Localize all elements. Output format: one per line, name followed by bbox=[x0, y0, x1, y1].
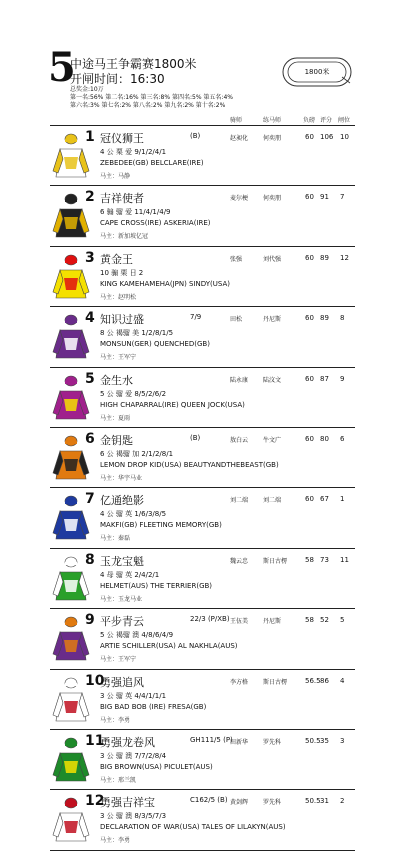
jockey-name: 麦尔梗 bbox=[230, 195, 249, 203]
horse-owner: 马主：夏雨 bbox=[100, 414, 131, 422]
runner-number: 11 bbox=[85, 733, 105, 749]
jockey-name: 魏云忠 bbox=[230, 557, 249, 565]
race-header bbox=[0, 0, 400, 120]
horse-rating: 87 bbox=[320, 374, 329, 383]
horse-name: 吉祥使者 bbox=[100, 192, 144, 206]
horse-details: 6 骟 骝 爱 11/4/1/4/9 bbox=[100, 208, 171, 217]
prize-breakdown bbox=[70, 86, 280, 110]
horse-owner: 马主：秦磊 bbox=[100, 535, 131, 543]
column-rating: 评分 bbox=[320, 117, 333, 124]
barrier-draw: 5 bbox=[340, 616, 345, 625]
gear-mark: 7/9 bbox=[190, 313, 202, 322]
carried-weight: 58 bbox=[305, 616, 314, 625]
horse-owner: 马主：李勇 bbox=[100, 716, 131, 724]
trainer-name: 罗先科 bbox=[263, 739, 282, 746]
horse-owner: 马主：新加坡亿冠 bbox=[100, 233, 149, 241]
trainer-name: 罗先科 bbox=[263, 799, 282, 807]
carried-weight: 60 bbox=[305, 374, 314, 383]
jockey-name: 田松 bbox=[230, 316, 243, 324]
jockey-name: 田新华 bbox=[230, 739, 249, 746]
horse-pedigree: ZEBEDEE(GB) BELCLARE(IRE) bbox=[100, 159, 204, 167]
runner-number: 9 bbox=[85, 612, 95, 629]
prize-row-1: 第一名:56% 第二名:16% 第三名:8% 第四名:5% 第五名:4% bbox=[70, 94, 233, 101]
trainer-name: 刘代强 bbox=[263, 255, 282, 263]
column-jockey: 骑师 bbox=[230, 117, 243, 124]
runner-number: 3 bbox=[85, 249, 95, 266]
carried-weight: 60 bbox=[305, 495, 314, 504]
barrier-draw: 11 bbox=[340, 555, 349, 564]
runner-number: 6 bbox=[85, 431, 95, 447]
column-trainer: 练马师 bbox=[263, 117, 282, 124]
runner-row[interactable] bbox=[0, 789, 400, 849]
runner-number: 10 bbox=[85, 672, 105, 689]
horse-details: 3 公 骝 澳 8/3/5/7/3 bbox=[100, 812, 167, 821]
column-draw: 闸位 bbox=[338, 117, 351, 124]
horse-rating: 52 bbox=[320, 616, 329, 625]
gear-mark: GH111/5 (P) bbox=[190, 736, 233, 744]
horse-details: 6 公 褐骝 加 2/1/2/8/1 bbox=[100, 450, 174, 458]
trainer-name: 牛文广 bbox=[263, 437, 282, 444]
horse-pedigree: ARTIE SCHILLER(USA) AL NAKHLA(AUS) bbox=[100, 642, 238, 651]
trainer-name: 何奕朋 bbox=[263, 135, 282, 142]
horse-details: 4 公 栗 爱 9/1/2/4/1 bbox=[100, 148, 167, 156]
race-title: 中途马王争霸赛1800米 bbox=[70, 57, 197, 71]
horse-owner: 马主：李勇 bbox=[100, 837, 131, 845]
barrier-draw: 8 bbox=[340, 314, 345, 323]
horse-name: 黄金王 bbox=[100, 252, 133, 266]
carried-weight: 60 bbox=[305, 435, 314, 443]
prize-total: 总奖金:10万 bbox=[70, 86, 104, 93]
jockey-name: 赵昶化 bbox=[230, 135, 249, 142]
horse-pedigree: BIG BROWN(USA) PICULET(AUS) bbox=[100, 763, 213, 771]
trainer-name: 何奕朋 bbox=[263, 195, 282, 203]
runner-row[interactable] bbox=[0, 487, 400, 547]
track-diagram bbox=[282, 57, 352, 87]
trainer-name: 斯日古楞 bbox=[263, 678, 288, 686]
horse-details: 10 骟 栗 日 2 bbox=[100, 268, 144, 277]
carried-weight: 58 bbox=[305, 555, 314, 564]
horse-name: 金钥匙 bbox=[100, 434, 133, 447]
horse-rating: 31 bbox=[320, 797, 329, 806]
runner-row[interactable] bbox=[0, 669, 400, 729]
runner-number: 2 bbox=[85, 189, 95, 206]
horse-rating: 80 bbox=[320, 435, 329, 443]
gear-mark: 22/3 (P/XB) bbox=[190, 615, 230, 624]
barrier-draw: 3 bbox=[340, 737, 345, 745]
runner-number: 8 bbox=[85, 551, 95, 568]
horse-pedigree: DECLARATION OF WAR(USA) TALES OF LILAKYN(AUS) bbox=[100, 823, 286, 832]
horse-name: 勇强追风 bbox=[100, 675, 144, 689]
trainer-name: 丹尼斯 bbox=[263, 618, 282, 626]
horse-details: 5 公 骝 爱 8/5/2/6/2 bbox=[100, 389, 167, 398]
horse-name: 知识过盛 bbox=[100, 313, 144, 327]
horse-details: 5 公 褐骝 澳 4/8/6/4/9 bbox=[100, 631, 174, 640]
horse-rating: 89 bbox=[320, 314, 329, 323]
runner-number: 1 bbox=[85, 129, 95, 145]
runner-row[interactable] bbox=[0, 608, 400, 668]
carried-weight: 60 bbox=[305, 133, 314, 141]
carried-weight: 60 bbox=[305, 253, 314, 262]
jockey-name: 刘二端 bbox=[230, 497, 249, 505]
barrier-draw: 6 bbox=[340, 435, 345, 443]
barrier-draw: 7 bbox=[340, 193, 345, 202]
horse-rating: 89 bbox=[320, 253, 329, 262]
horse-name: 亿通绝影 bbox=[100, 494, 144, 508]
trainer-name: 丹尼斯 bbox=[263, 316, 282, 324]
horse-name: 冠仪狮王 bbox=[100, 132, 144, 145]
horse-name: 玉龙宝魁 bbox=[100, 554, 144, 568]
runner-row[interactable] bbox=[0, 185, 400, 245]
horse-owner: 马主：王军宁 bbox=[100, 656, 137, 664]
horse-name: 金生水 bbox=[100, 373, 133, 387]
horse-pedigree: KING KAMEHAMEHA(JPN) SINDY(USA) bbox=[100, 279, 231, 288]
horse-name: 平步青云 bbox=[100, 615, 144, 629]
trainer-name: 刘二端 bbox=[263, 497, 282, 505]
carried-weight: 56.5 bbox=[305, 676, 321, 685]
runner-number: 12 bbox=[85, 793, 105, 810]
horse-owner: 马主：邢兰凯 bbox=[100, 777, 137, 784]
horse-rating: 91 bbox=[320, 193, 329, 202]
track-distance: 1800米 bbox=[304, 68, 330, 76]
horse-details: 3 公 骝 英 4/4/1/1/1 bbox=[100, 691, 167, 700]
runner-row[interactable] bbox=[0, 367, 400, 427]
horse-owner: 马主：赵明松 bbox=[100, 293, 137, 301]
horse-rating: 86 bbox=[320, 676, 329, 685]
barrier-draw: 10 bbox=[340, 133, 349, 141]
runner-row[interactable] bbox=[0, 729, 400, 789]
gear-mark: (B) bbox=[190, 132, 201, 140]
horse-pedigree: MAKFI(GB) FLEETING MEMORY(GB) bbox=[100, 521, 222, 530]
runner-row[interactable] bbox=[0, 427, 400, 487]
prize-row-2: 第六名:3% 第七名:2% 第八名:2% 第九名:2% 第十名:2% bbox=[70, 102, 226, 109]
horse-pedigree: BIG BAD BOB (IRE) FRESA(GB) bbox=[100, 702, 207, 711]
jockey-name: 张强 bbox=[230, 255, 243, 263]
jockey-name: 王伍美 bbox=[230, 618, 249, 626]
horse-pedigree: CAPE CROSS(IRE) ASKERIA(IRE) bbox=[100, 219, 211, 228]
runner-number: 5 bbox=[85, 370, 95, 387]
runner-row[interactable] bbox=[0, 548, 400, 608]
horse-rating: 35 bbox=[320, 737, 329, 745]
carried-weight: 50.5 bbox=[305, 797, 321, 806]
column-weight: 负磅 bbox=[303, 117, 316, 124]
barrier-draw: 9 bbox=[340, 374, 345, 383]
trainer-name: 斯日古楞 bbox=[263, 557, 288, 565]
horse-pedigree: HELMET(AUS) THE TERRIER(GB) bbox=[100, 581, 213, 590]
horse-rating: 67 bbox=[320, 495, 329, 504]
horse-details: 8 公 褐骝 美 1/2/8/1/5 bbox=[100, 329, 174, 338]
jockey-name: 陆永康 bbox=[230, 376, 249, 384]
gear-mark: (B) bbox=[190, 434, 201, 442]
horse-details: 3 公 骝 澳 7/7/2/8/4 bbox=[100, 752, 167, 760]
jockey-name: 李方格 bbox=[230, 678, 249, 686]
barrier-draw: 1 bbox=[340, 495, 345, 504]
horse-rating: 73 bbox=[320, 555, 329, 564]
jockey-name: 黄剑辉 bbox=[230, 799, 249, 807]
race-number: 5 bbox=[48, 44, 76, 91]
horse-name: 勇强龙卷风 bbox=[100, 736, 155, 749]
barrier-draw: 4 bbox=[340, 676, 345, 685]
horse-details: 4 公 骝 英 1/6/3/8/5 bbox=[100, 510, 167, 519]
trainer-name: 陆汶文 bbox=[263, 376, 282, 384]
carried-weight: 60 bbox=[305, 193, 314, 202]
horse-owner: 马主：马静 bbox=[100, 173, 131, 180]
horse-owner: 马主：王军宁 bbox=[100, 354, 137, 362]
horse-rating: 106 bbox=[320, 133, 334, 141]
horse-pedigree: LEMON DROP KID(USA) BEAUTYANDTHEBEAST(GB) bbox=[100, 461, 279, 469]
horse-owner: 马主：玉龙马业 bbox=[100, 595, 143, 603]
gear-mark: C162/5 (B) bbox=[190, 796, 228, 805]
runner-row[interactable] bbox=[0, 306, 400, 366]
barrier-draw: 2 bbox=[340, 797, 345, 806]
jockey-name: 敖白云 bbox=[230, 437, 249, 444]
horse-name: 勇强吉祥宝 bbox=[100, 796, 155, 810]
horse-pedigree: MONSUN(GER) QUENCHED(GB) bbox=[100, 340, 210, 349]
barrier-draw: 12 bbox=[340, 253, 349, 262]
horse-owner: 马主：华宇马业 bbox=[100, 475, 143, 482]
horse-details: 4 母 骝 英 2/4/2/1 bbox=[100, 570, 160, 579]
race-start-time: 开闸时间：16:30 bbox=[70, 72, 165, 86]
carried-weight: 50.5 bbox=[305, 737, 321, 745]
carried-weight: 60 bbox=[305, 314, 314, 323]
runner-number: 4 bbox=[85, 310, 95, 327]
horse-pedigree: HIGH CHAPARRAL(IRE) QUEEN JOCK(USA) bbox=[100, 400, 245, 409]
runner-number: 7 bbox=[85, 491, 95, 508]
runner-row[interactable] bbox=[0, 125, 400, 185]
runner-row[interactable] bbox=[0, 246, 400, 306]
